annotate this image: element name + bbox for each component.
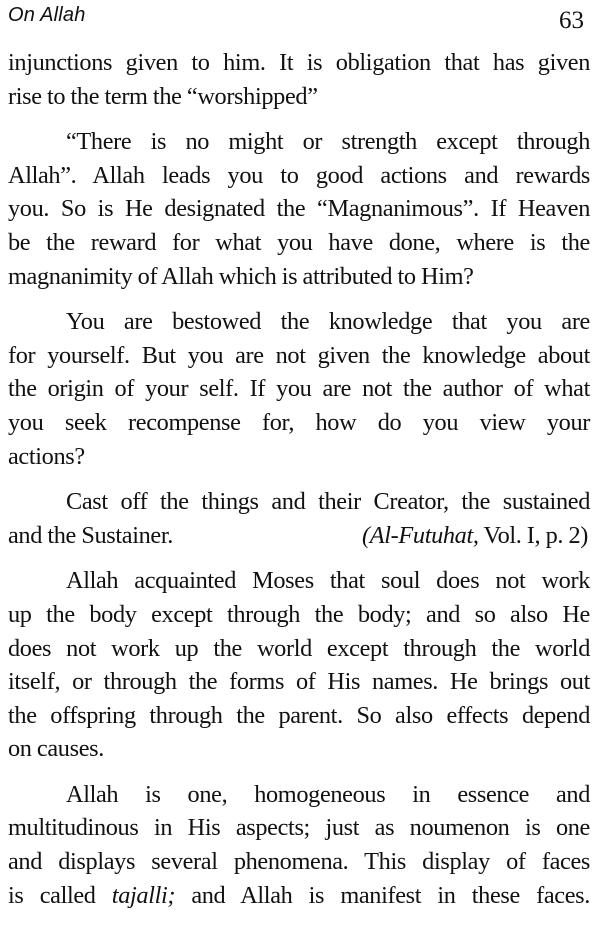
text-line: the origin of your self. If you are not the author of what (8, 375, 590, 403)
body-text (8, 46, 590, 912)
citation-reference: Vol. I, p. 2) (483, 521, 588, 549)
text-segment: and Allah is manifest in these faces. (175, 881, 590, 909)
text-line: “There is no might or strength except through (66, 128, 590, 156)
text-line: itself, or through the forms of His names. He brings out (8, 668, 590, 696)
text-line: You are bestowed the knowledge that you are (66, 308, 590, 336)
paragraph (8, 125, 590, 293)
text-line: for yourself. But you are not given the knowledge about (8, 341, 590, 369)
text-line: be the reward for what you have done, where is the (8, 228, 590, 256)
text-line: and the Sustainer. (8, 521, 173, 549)
text-line: on causes. (8, 735, 104, 763)
text-line-final (8, 879, 590, 913)
text-line: injunctions given to him. It is obligation that has given (8, 49, 590, 76)
running-title: On Allah (8, 4, 86, 26)
page-number: 63 (559, 7, 584, 34)
paragraph (8, 778, 590, 912)
citation-open: ( (362, 521, 370, 549)
text-line: Allah”. Allah leads you to good actions and rewards (8, 161, 590, 189)
text-line: up the body except through the body; and so also He (8, 600, 590, 628)
text-line: does not work up the world except through the world (8, 634, 590, 662)
paragraph (8, 485, 590, 552)
paragraph (8, 305, 590, 473)
text-line: multitudinous in His aspects; just as noumenon is one (8, 814, 590, 842)
text-line: and displays several phenomena. This display of faces (8, 848, 590, 876)
text-line: you seek recompense for, how do you view your (8, 408, 590, 436)
text-line-with-citation (8, 519, 590, 553)
text-line: rise to the term the “worshipped” (8, 82, 318, 110)
citation-source: Al-Futuhat, (369, 521, 479, 549)
text-line: actions? (8, 442, 85, 470)
text-line: you. So is He designated the “Magnanimous”. If Heaven (8, 195, 590, 223)
text-segment: is called (8, 881, 112, 909)
paragraph (8, 564, 590, 766)
text-line: Cast off the things and their Creator, the sustained (66, 488, 590, 516)
citation (362, 519, 590, 553)
text-line: the offspring through the parent. So also effects depend (8, 701, 590, 729)
text-line: Allah is one, homogeneous in essence and (66, 780, 590, 808)
running-header (8, 4, 590, 38)
italic-term: tajalli; (111, 881, 176, 909)
paragraph (8, 46, 590, 113)
text-line: magnanimity of Allah which is attributed to Him? (8, 262, 474, 290)
text-line: Allah acquainted Moses that soul does not work (66, 567, 590, 595)
